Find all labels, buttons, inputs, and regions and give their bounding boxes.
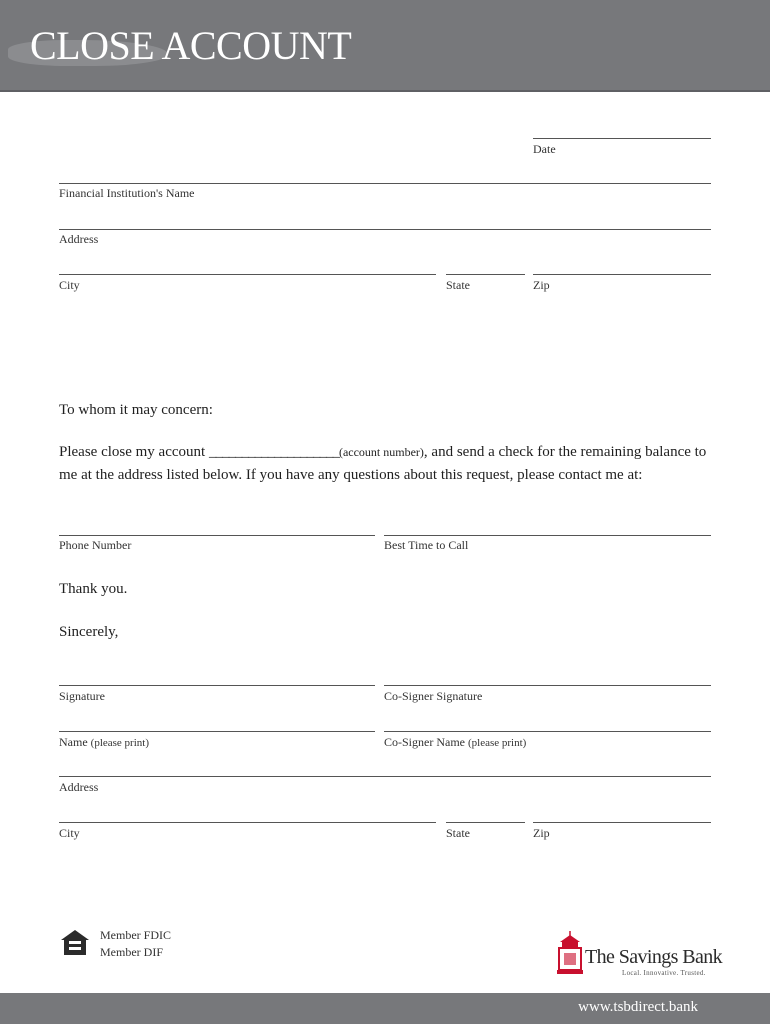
signer-address-label: Address (59, 780, 99, 794)
signer-state-line[interactable] (446, 822, 525, 823)
phone-number-label: Phone Number (59, 538, 132, 552)
date-line[interactable] (533, 138, 711, 139)
signer-city-label: City (59, 826, 80, 840)
letter-paragraph (59, 441, 719, 486)
institution-address-line[interactable] (59, 229, 711, 230)
co-signer-name-hint: (please print) (467, 737, 527, 749)
name-hint: (please print) (90, 737, 149, 749)
signer-address-line[interactable] (59, 776, 711, 777)
signer-state-label: State (446, 826, 470, 840)
account-number-blank[interactable]: ____________________ (208, 444, 339, 460)
co-signer-signature-label: Co-Signer Signature (384, 689, 483, 703)
name-label-text: Name (59, 735, 88, 749)
co-signer-name-label (384, 735, 526, 750)
footer-bar (0, 993, 770, 1024)
institution-state-label: State (446, 278, 470, 292)
letter-text-end: , and send a check for the remaining balance to me at the address listed below. If you have any questions about this request, please contact me at: (59, 444, 707, 483)
institution-address-label: Address (59, 232, 99, 246)
best-time-line[interactable] (384, 535, 711, 536)
letter-text-start: Please close my account (59, 444, 209, 460)
sincerely-text: Sincerely, (59, 624, 119, 640)
institution-name-line[interactable] (59, 183, 711, 184)
equal-housing-lender-icon (60, 928, 90, 958)
institution-zip-line[interactable] (533, 274, 711, 275)
institution-city-label: City (59, 278, 80, 292)
thank-you-text: Thank you. (59, 581, 128, 597)
institution-city-line[interactable] (59, 274, 436, 275)
phone-number-line[interactable] (59, 535, 375, 536)
co-signer-name-line[interactable] (384, 731, 711, 732)
bank-name: The Savings Bank (585, 946, 723, 968)
member-dif-text: Member DIF (100, 945, 163, 959)
page-title: CLOSE ACCOUNT (30, 23, 352, 68)
header-banner (0, 0, 770, 92)
signer-zip-line[interactable] (533, 822, 711, 823)
signer-city-line[interactable] (59, 822, 436, 823)
bank-tagline: Local. Innovative. Trusted. (622, 969, 706, 977)
member-fdic-text: Member FDIC (100, 928, 171, 942)
best-time-label: Best Time to Call (384, 538, 469, 552)
bank-logo-icon (556, 930, 584, 978)
institution-name-label: Financial Institution's Name (59, 186, 195, 200)
institution-state-line[interactable] (446, 274, 525, 275)
account-number-hint: (account number) (338, 445, 424, 459)
signer-zip-label: Zip (533, 826, 550, 840)
name-label (59, 735, 149, 750)
date-label: Date (533, 142, 556, 156)
website-link[interactable]: www.tsbdirect.bank (578, 999, 698, 1015)
co-signer-name-label-text: Co-Signer Name (384, 735, 465, 749)
co-signer-signature-line[interactable] (384, 685, 711, 686)
signature-line[interactable] (59, 685, 375, 686)
signature-label: Signature (59, 689, 105, 703)
salutation: To whom it may concern: (59, 402, 213, 418)
name-line[interactable] (59, 731, 375, 732)
institution-zip-label: Zip (533, 278, 550, 292)
